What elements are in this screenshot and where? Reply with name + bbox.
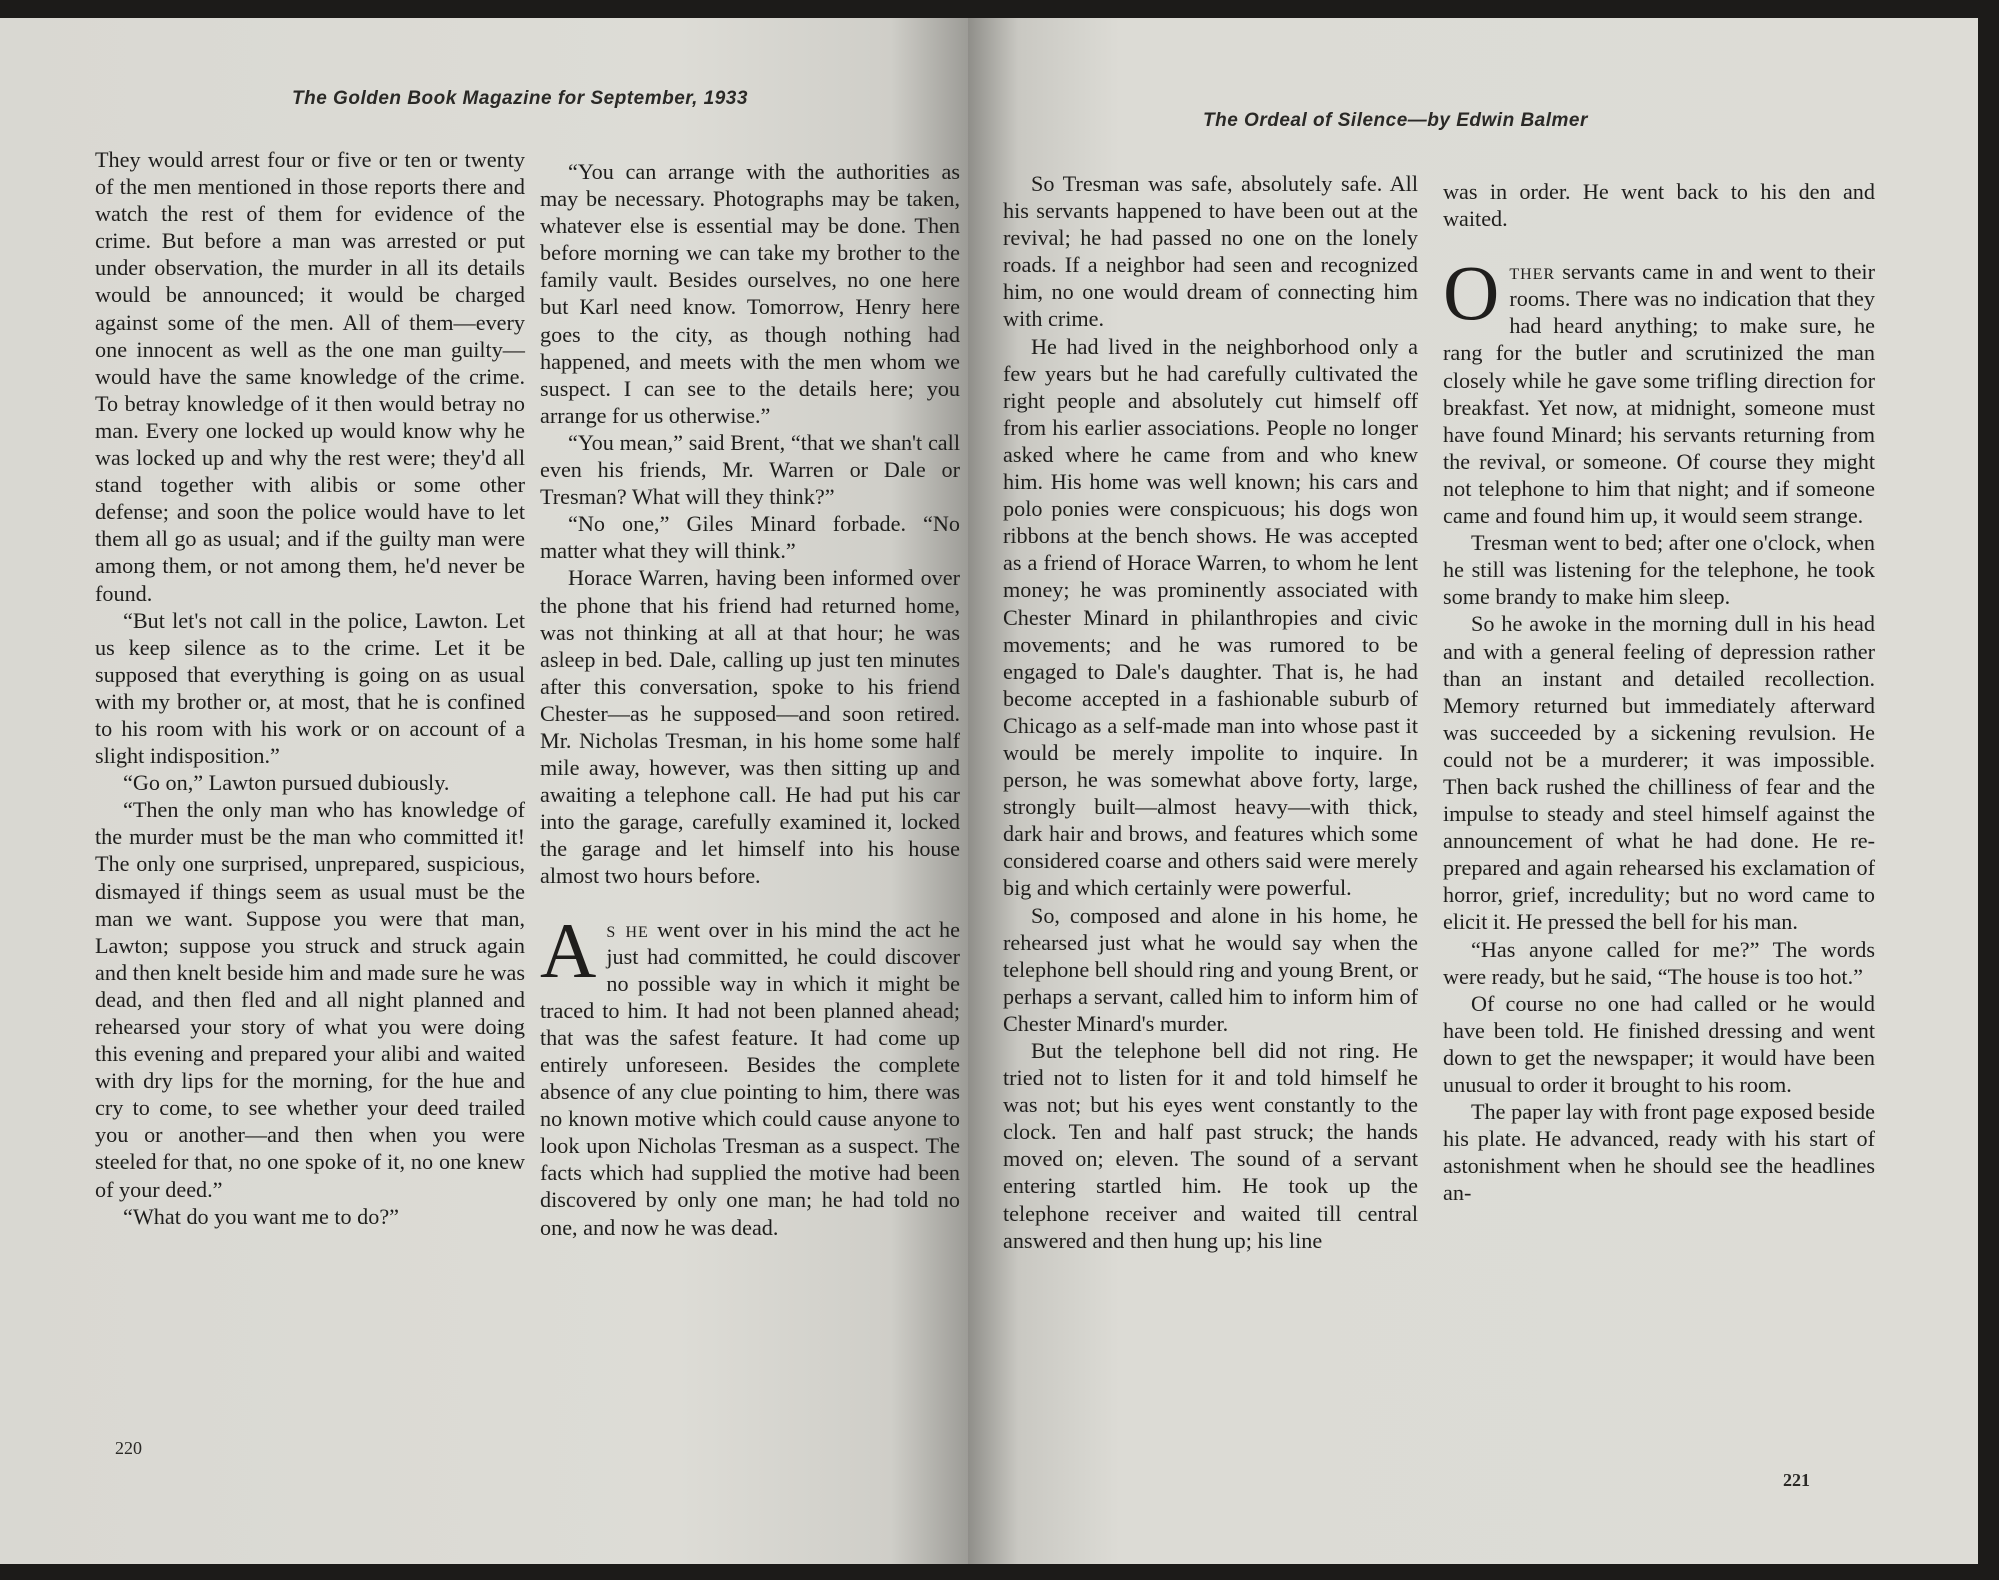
paragraph: “Then the only man who has knowledge of the murder must be the man who committed it! The only one surprised, unprepared, suspicious, dismayed if things seem as usual must be the man we want. Suppose you were that man, Lawton; suppose you struck and struck again and then knelt beside him and made sure he was dead, and then fled and all night planned and rehearsed your story of what you were doing this evening and prepared your alibi and waited with dry lips for the morning, for the hue and cry to come, to see whether your deed trailed you or another—and then when you were steeled for that, no one spoke of it, no one knew of your deed.” — [95, 797, 525, 1202]
page-number-right: 221 — [1783, 1470, 1810, 1490]
paragraph: “Go on,” Lawton pursued dubiously. — [123, 770, 450, 796]
left-column-2 — [540, 158, 960, 1241]
paragraph: “You mean,” said Brent, “that we shan't call even his friends, Mr. Warren or Dale or Tresman? What will they think?” — [540, 429, 960, 510]
right-column-1 — [1003, 170, 1418, 1254]
section-break — [540, 890, 960, 916]
small-caps-lead: s he — [606, 916, 649, 942]
paragraph: was in order. He went back to his den and waited. — [1443, 179, 1875, 232]
paragraph: “Has anyone called for me?” The words were ready, but he said, “The house is too hot.” — [1443, 936, 1875, 989]
paragraph: So, composed and alone in his home, he rehearsed just what he would say when the telephone bell should ring and young Brent, or perhaps a servant, called him to inform him of Chester Minard's murder. — [1003, 902, 1418, 1036]
small-caps-lead: ther — [1509, 259, 1556, 285]
drop-cap: O — [1443, 249, 1500, 337]
paragraph-text: went over in his mind the act he just had committed, he could discover no possible way in which it might be traced to him. It had not been planned ahead; that was the safest feature. It had come up entirely unforeseen. Besides the complete absence of any clue pointing to him, there was no known motive which could cause anyone to look upon Nicholas Tresman as a suspect. The facts which had supplied the motive had been discovered by only one man; he had told no one, and now he was dead. — [540, 916, 960, 1240]
paragraph: But the telephone bell did not ring. He tried not to listen for it and told himself he was not; but his eyes went constantly to the clock. Ten and half past struck; the hands moved on; eleven. The sound of a servant entering startled him. He took up the telephone receiver and waited till central answered and then hung up; his line — [1003, 1038, 1418, 1253]
running-head-left: The Golden Book Magazine for September, 1933 — [292, 88, 748, 109]
paragraph: Tresman went to bed; after one o'clock, when he still was listening for the telephone, he took some brandy to make him sleep. — [1443, 530, 1875, 610]
paragraph: “You can arrange with the authorities as may be necessary. Photographs may be taken, whatever else is essential may be done. Then before morning we can take my brother to the family vault. Besides ourselves, no one here but Karl need know. Tomorrow, Henry here goes to the city, as though nothing had happened, and meets with the men whom we suspect. I can see to the details here; you arrange for us otherwise.” — [540, 159, 960, 428]
paragraph: “What do you want me to do?” — [123, 1203, 400, 1229]
paragraph: The paper lay with front page exposed beside his plate. He advanced, ready with his start of astonishment when he should see the headlines an- — [1443, 1099, 1875, 1206]
paragraph: So he awoke in the morning dull in his head and with a general feeling of depression rather than an instant and detailed recollection. Memory returned but immediately afterward was succeeded by a sickening revulsion. He could not be a murderer; it was impossible. Then back rushed the chilliness of fear and the impulse to steady and steel himself against the announcement of what he had done. He re-prepared and again rehearsed his exclamation of horror, grief, incredulity; but no word came to elicit it. He pressed the bell for his man. — [1443, 611, 1875, 935]
paragraph: Of course no one had called or he would have been told. He finished dressing and went down to get the newspaper; it would have been unusual to order it brought to his room. — [1443, 990, 1875, 1097]
right-page — [968, 18, 1978, 1564]
left-page — [0, 18, 968, 1564]
section-opening-paragraph — [1443, 249, 1875, 529]
paragraph: So Tresman was safe, absolutely safe. All his servants happened to have been out at the revival; he had passed no one on the lonely roads. If a neighbor had seen and recognized him, no one would dream of connecting him with crime. — [1003, 171, 1418, 332]
section-break — [1443, 232, 1875, 258]
paragraph: “No one,” Giles Minard forbade. “No matter what they will think.” — [540, 511, 960, 564]
paragraph: He had lived in the neighborhood only a few years but he had carefully cultivated the right people and absolutely cut himself off from his earlier associations. People no longer asked where he came from and who knew him. His home was well known; his cars and polo ponies were conspicuous; his dogs won ribbons at the bench shows. He was accepted as a friend of Horace Warren, to whom he lent money; he was prominently associated with Chester Minard in philanthropies and civic movements; and he was rumored to be engaged to Dale's daughter. That is, he had become accepted in a fashionable suburb of Chicago as a self-made man into whose past it would be merely impolite to inquire. In person, he was somewhat above forty, large, strongly built—almost heavy—with thick, dark hair and brows, and features which some considered coarse and others said were merely big and which certainly were powerful. — [1003, 333, 1418, 901]
section-opening-paragraph — [540, 906, 960, 1241]
right-column-2 — [1443, 178, 1875, 1206]
paragraph: They would arrest four or five or ten or twenty of the men mentioned in those reports there and watch the rest of them for evidence of the crime. But before a man was arrested or put under observation, the murder in all its details would be announced; it would be charged against some of the men. All of them—every one innocent as well as the one man guilty—would have the same knowledge of the crime. To betray knowledge of it then would betray no man. Every one locked up would know why he was locked up and why the rest were; they'd all stand together with alibis or some other defense; and soon the police would have to let them all go as usual; and if the guilty man were among them, or not among them, he'd never be found. — [95, 147, 525, 606]
page-number-left: 220 — [115, 1438, 142, 1458]
paragraph: Horace Warren, having been informed over the phone that his friend had returned home, was not thinking at all at that hour; he was asleep in bed. Dale, calling up just ten minutes after this conversation, spoke to his friend Chester—as he supposed—and soon retired. Mr. Nicholas Tresman, in his home some half mile away, however, was then sitting up and awaiting a telephone call. He had put his car into the garage, carefully examined it, locked the garage and let himself into his house almost two hours before. — [540, 565, 960, 889]
running-head-right: The Ordeal of Silence—by Edwin Balmer — [1203, 110, 1588, 131]
left-column-1 — [95, 146, 525, 1230]
paragraph: “But let's not call in the police, Lawton. Let us keep silence as to the crime. Let it be supposed that everything is going on as usual with my brother or, at most, that he is confined to his room with his work or on account of a slight indisposition.” — [95, 607, 525, 769]
paragraph-text: servants came in and went to their rooms. There was no indication that they had heard anything; to make sure, he rang for the butler and scrutinized the man closely while he gave some trifling direction for breakfast. Yet now, at midnight, someone must have found Minard; his servants returning from the revival, or someone. Of course they might not telephone to him that night; and if someone came and found him up, it would seem strange. — [1443, 259, 1875, 529]
drop-cap: A — [540, 906, 597, 994]
